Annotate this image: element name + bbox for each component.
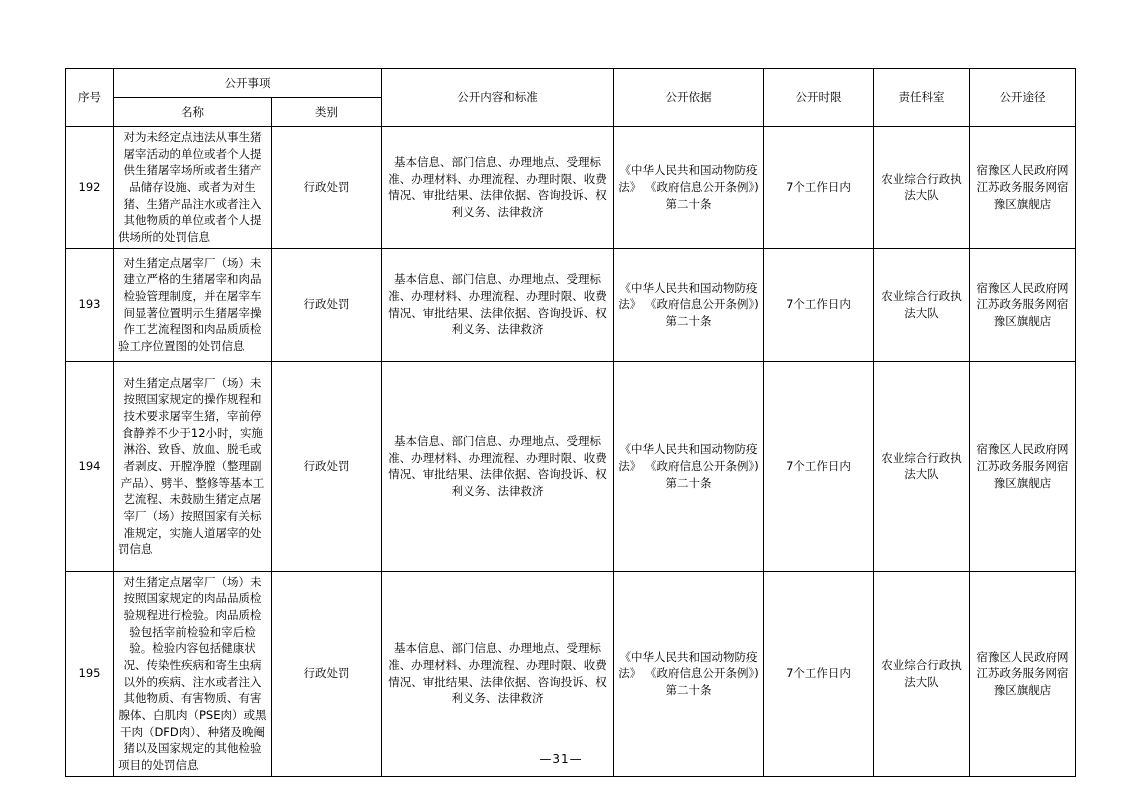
disclosure-table-container [65,68,1069,777]
header-basis: 公开依据 [614,69,764,127]
row-content: 基本信息、部门信息、办理地点、受理标准、办理材料、办理流程、办理时限、收费情况、审批结果、法律依据、咨询投诉、权利义务、法律救济 [382,571,614,776]
row-name: 对为未经定点违法从事生猪屠宰活动的单位或者个人提供生猪屠宰场所或者生猪产品储存设施、或者为对生猪、生猪产品注水或者注入其他物质的单位或者个人提供场所的处罚信息 [114,127,272,249]
header-channel: 公开途径 [970,69,1076,127]
row-type: 行政处罚 [272,248,382,361]
row-basis: 《中华人民共和国动物防疫法》 《政府信息公开条例》)第二十条 [614,127,764,249]
header-content: 公开内容和标准 [382,69,614,127]
row-time-limit: 7个工作日内 [764,248,874,361]
table-row [66,571,1076,776]
table-row [66,248,1076,361]
row-channel: 宿豫区人民政府网江苏政务服务网宿豫区旗舰店 [970,248,1076,361]
page-number: —31— [539,752,583,766]
row-basis: 《中华人民共和国动物防疫法》 《政府信息公开条例》)第二十条 [614,248,764,361]
row-seq: 194 [66,361,114,571]
row-content: 基本信息、部门信息、办理地点、受理标准、办理材料、办理流程、办理时限、收费情况、审批结果、法律依据、咨询投诉、权利义务、法律救济 [382,361,614,571]
row-name: 对生猪定点屠宰厂（场）未按照国家规定的肉品品质检验规程进行检验。肉品质检验包括宰前检验和宰后检验。检验内容包括健康状况、传染性疾病和寄生虫病以外的疾病、注水或者注入其他物质、有害物质、有害腺体、白肌肉（PSE肉）或黑干肉（DFD肉）、种猪及晚阉猪以及国家规定的其他检验项目的处罚信息 [114,571,272,776]
row-dept: 农业综合行政执法大队 [874,361,970,571]
row-time-limit: 7个工作日内 [764,361,874,571]
header-time-limit: 公开时限 [764,69,874,127]
disclosure-table [65,68,1076,777]
row-type: 行政处罚 [272,361,382,571]
table-row [66,127,1076,249]
row-seq: 192 [66,127,114,249]
row-seq: 193 [66,248,114,361]
row-content: 基本信息、部门信息、办理地点、受理标准、办理材料、办理流程、办理时限、收费情况、审批结果、法律依据、咨询投诉、权利义务、法律救济 [382,127,614,249]
row-time-limit: 7个工作日内 [764,127,874,249]
table-row [66,361,1076,571]
row-name: 对生猪定点屠宰厂（场）未建立严格的生猪屠宰和肉品检验管理制度，并在屠宰车间显著位置明示生猪屠宰操作工艺流程图和肉品质质检验工序位置图的处罚信息 [114,248,272,361]
header-seq: 序号 [66,69,114,127]
row-channel: 宿豫区人民政府网江苏政务服务网宿豫区旗舰店 [970,127,1076,249]
row-dept: 农业综合行政执法大队 [874,127,970,249]
row-dept: 农业综合行政执法大队 [874,571,970,776]
row-channel: 宿豫区人民政府网江苏政务服务网宿豫区旗舰店 [970,571,1076,776]
header-dept: 责任科室 [874,69,970,127]
row-type: 行政处罚 [272,571,382,776]
row-dept: 农业综合行政执法大队 [874,248,970,361]
row-channel: 宿豫区人民政府网江苏政务服务网宿豫区旗舰店 [970,361,1076,571]
row-content: 基本信息、部门信息、办理地点、受理标准、办理材料、办理流程、办理时限、收费情况、审批结果、法律依据、咨询投诉、权利义务、法律救济 [382,248,614,361]
row-type: 行政处罚 [272,127,382,249]
row-basis: 《中华人民共和国动物防疫法》 《政府信息公开条例》)第二十条 [614,571,764,776]
row-seq: 195 [66,571,114,776]
table-header-row-top [66,69,1076,98]
row-time-limit: 7个工作日内 [764,571,874,776]
header-type: 类别 [272,98,382,127]
row-basis: 《中华人民共和国动物防疫法》 《政府信息公开条例》)第二十条 [614,361,764,571]
header-name: 名称 [114,98,272,127]
row-name: 对生猪定点屠宰厂（场）未按照国家规定的操作规程和技术要求屠宰生猪，宰前停食静养不少于12小时，实施淋浴、致昏、放血、脱毛或者剥皮、开膛净膛（整理副产品）、劈半、整修等基本工艺流程、未鼓励生猪定点屠宰厂（场）按照国家有关标准规定，实施人道屠宰的处罚信息 [114,361,272,571]
header-matter-group: 公开事项 [114,69,382,98]
